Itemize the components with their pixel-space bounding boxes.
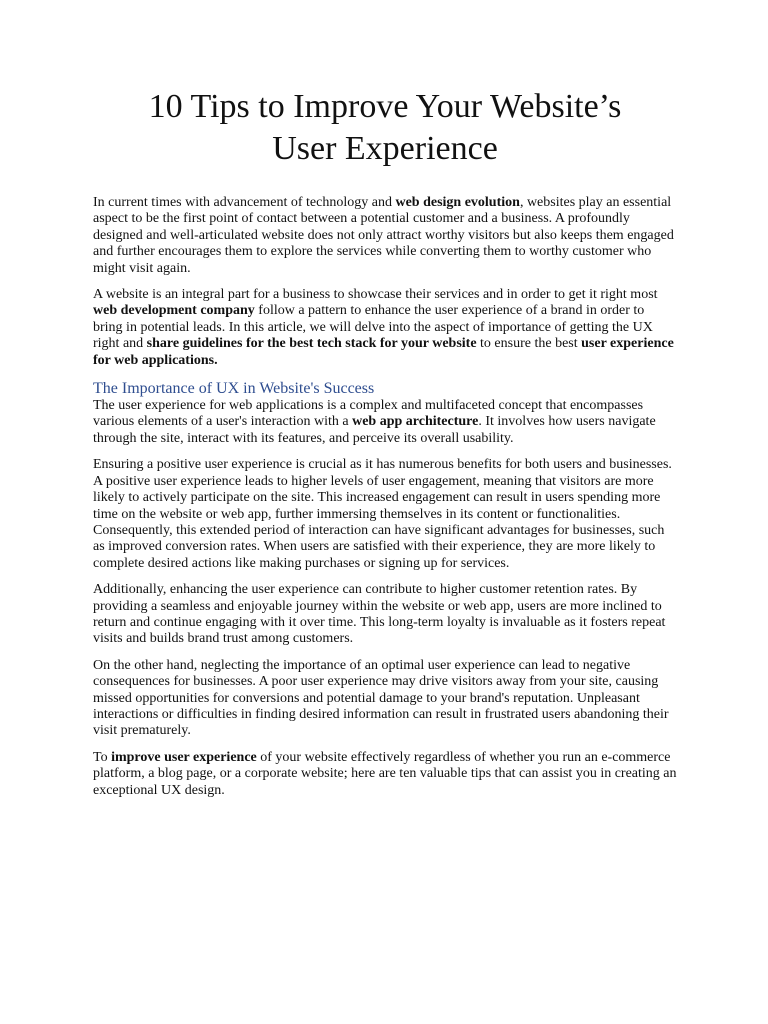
emphasis-improve-ux: improve user experience: [111, 749, 257, 765]
title-line-2: User Experience: [272, 130, 498, 167]
emphasis-web-app-architecture: web app architecture: [352, 414, 479, 430]
intro-paragraph: In current times with advancement of technology and web design evolution, websites play an essential aspect to be the first point of contact between a potential customer and a business. A profoundly designed and well-articulated website does not only attract worthy visitors but also keeps them engaged and further encourages them to explore the services while converting them to worthy customer who might visit again.: [93, 195, 674, 276]
title-line-1: 10 Tips to Improve Your Website’s: [148, 88, 622, 125]
retention-paragraph: Additionally, enhancing the user experience can contribute to higher customer retention rates. By providing a seamless and enjoyable journey within the website or web app, users are more inclined to return and continue engaging with it over time. This long-term loyalty is invaluable as it fosters repeat visits and builds brand trust among customers.: [93, 582, 666, 647]
section-heading: The Importance of UX in Website's Success: [93, 380, 375, 398]
second-paragraph: A website is an integral part for a business to showcase their services and in order to get it right most web development company follow a pattern to enhance the user experience of a brand in order to bring in potential leads. In this article, we will delve into the aspect of importance of getting the UX right and share guidelines for the best tech stack for your website to ensure the best user experience for web applications.: [93, 287, 674, 368]
ux-definition-paragraph: The user experience for web applications is a complex and multifaceted concept that encompasses various elements of a user's interaction with a web app architecture. It involves how users navigate through the site, interact with its features, and perceive its overall usability.: [93, 398, 656, 446]
tips-intro-paragraph: To improve user experience of your website effectively regardless of whether you run an e-commerce platform, a blog page, or a corporate website; here are ten valuable tips that can assist you in creating an exceptional UX design.: [93, 749, 677, 798]
benefits-paragraph: Ensuring a positive user experience is crucial as it has numerous benefits for both users and businesses. A positive user experience leads to higher levels of user engagement, meaning that visitors are more likely to actively participate on the site. This increased engagement can result in users spending more time on the website or web app, further immersing themselves in its content or functionalities. Consequently, this extended period of interaction can have significant advantages for businesses, such as improved conversion rates. When users are satisfied with their experience, they are more likely to complete desired actions like making purchases or signing up for services.: [93, 457, 672, 571]
emphasis-ux-web-apps: user experience for web applications.: [93, 336, 674, 368]
emphasis-tech-stack: share guidelines for the best tech stack for your website: [146, 336, 477, 352]
emphasis-web-design-evolution: web design evolution: [395, 195, 520, 210]
neglect-paragraph: On the other hand, neglecting the importance of an optimal user experience can lead to negative consequences for businesses. A poor user experience may drive visitors away from your site, causing missed opportunities for conversions and potential damage to your brand's reputation. Unpleasant interactions or difficulties in finding desired information can result in frustrated users abandoning their visit prematurely.: [93, 657, 669, 739]
emphasis-web-development-company: web development company: [93, 303, 255, 319]
document-page: [93, 86, 677, 809]
page-title: [93, 86, 677, 170]
